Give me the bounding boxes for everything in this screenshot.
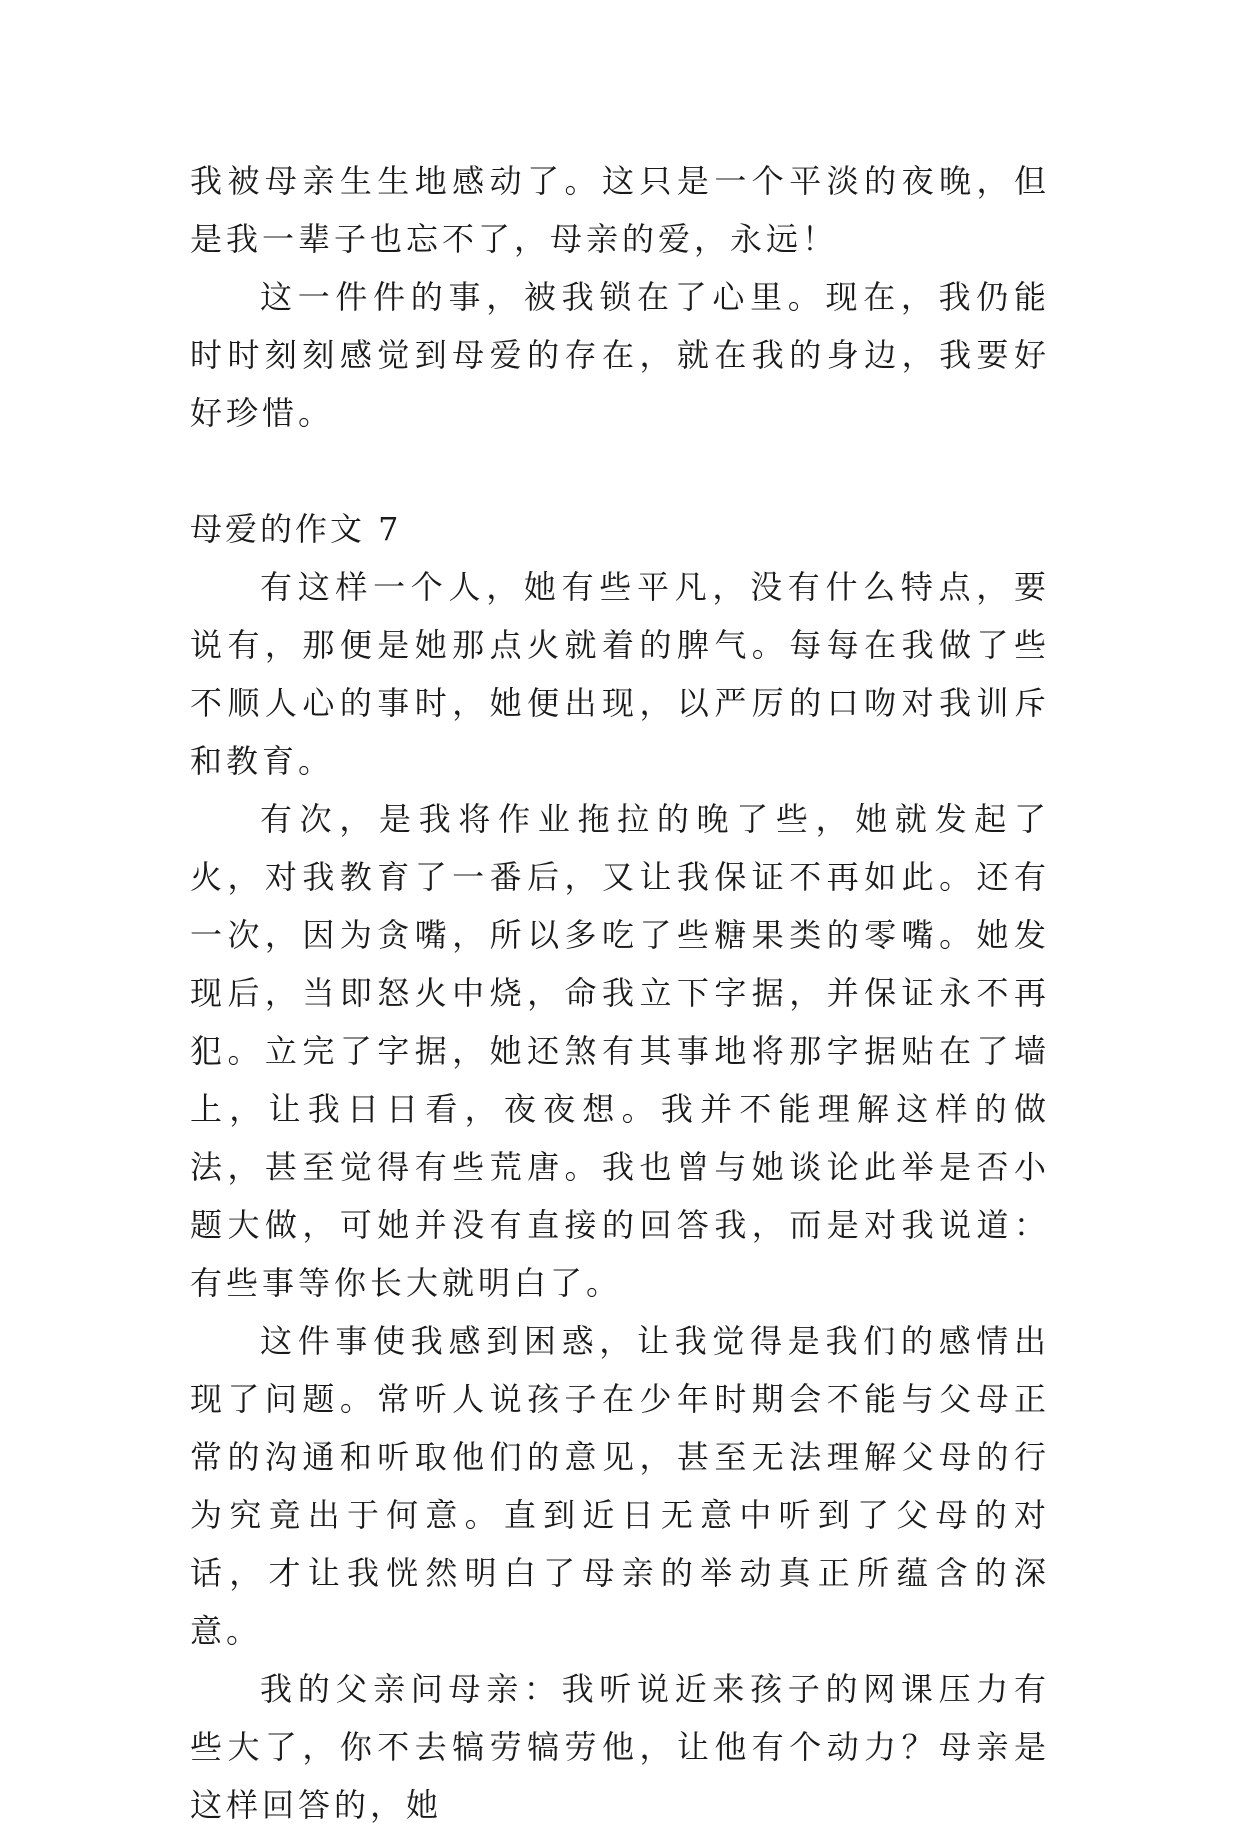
paragraph-5: 这件事使我感到困惑，让我觉得是我们的感情出现了问题。常听人说孩子在少年时期会不能与父母正常的沟通和听取他们的意见，甚至无法理解父母的行为究竟出于何意。直到近日无意中听到了父母的对话，才让我恍然明白了母亲的举动真正所蕴含的深意。: [190, 1322, 1050, 1650]
paragraph-3: 有这样一个人，她有些平凡，没有什么特点，要说有，那便是她那点火就着的脾气。每每在我做了些不顺人心的事时，她便出现，以严厉的口吻对我训斥和教育。: [190, 568, 1050, 780]
paragraph-2: 这一件件的事，被我锁在了心里。现在，我仍能时时刻刻感觉到母爱的存在，就在我的身边，我要好好珍惜。: [190, 278, 1050, 432]
section-gap: [190, 442, 1050, 500]
section-title: 母爱的作文 7: [190, 510, 402, 548]
document-page: [190, 152, 1050, 1834]
paragraph-1: 我被母亲生生地感动了。这只是一个平淡的夜晚，但是我一辈子也忘不了，母亲的爱，永远！: [190, 162, 1050, 258]
paragraph-4: 有次，是我将作业拖拉的晚了些，她就发起了火，对我教育了一番后，又让我保证不再如此。还有一次，因为贪嘴，所以多吃了些糖果类的零嘴。她发现后，当即怒火中烧，命我立下字据，并保证永不再犯。立完了字据，她还煞有其事地将那字据贴在了墙上，让我日日看，夜夜想。我并不能理解这样的做法，甚至觉得有些荒唐。我也曾与她谈论此举是否小题大做，可她并没有直接的回答我，而是对我说道：有些事等你长大就明白了。: [190, 800, 1050, 1302]
paragraph-6: 我的父亲问母亲：我听说近来孩子的网课压力有些大了，你不去犒劳犒劳他，让他有个动力？母亲是这样回答的，她: [190, 1670, 1050, 1824]
